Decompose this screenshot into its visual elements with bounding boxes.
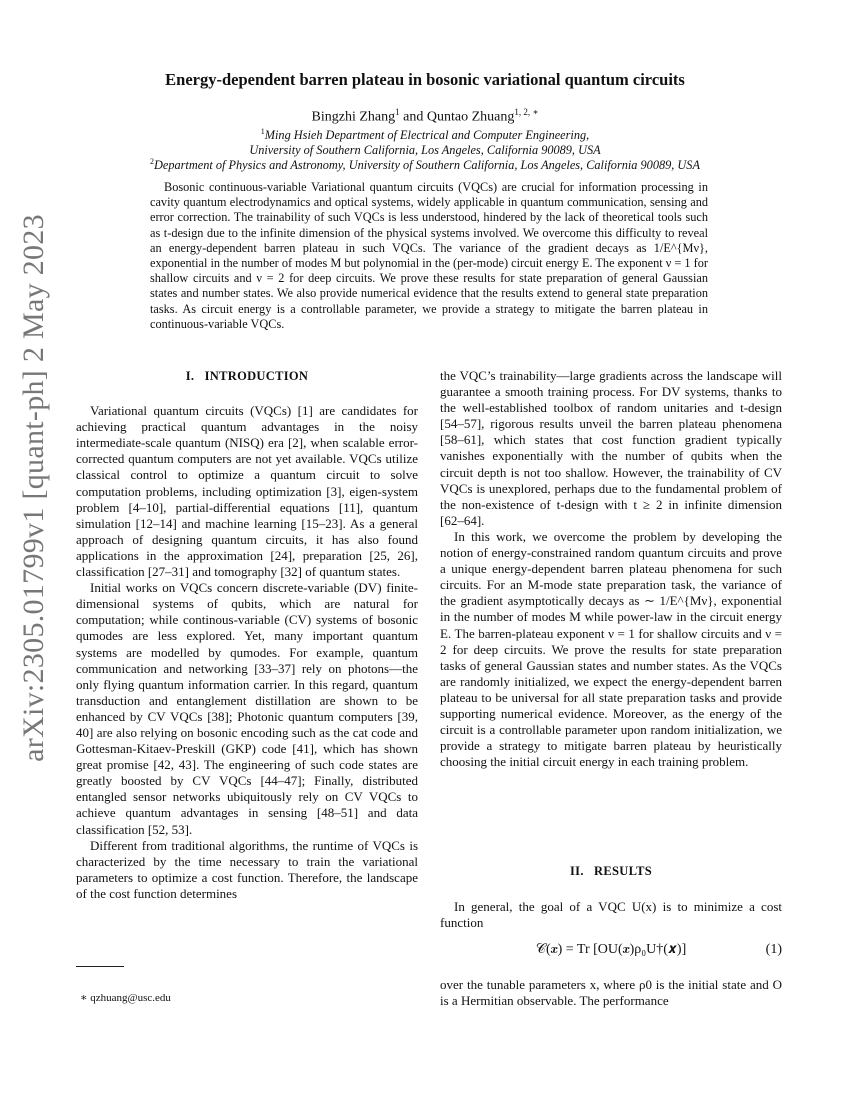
after-equation xyxy=(440,977,782,1009)
affiliation-text: Department of Physics and Astronomy, University of Southern California, Los Angeles, California 90089, USA xyxy=(154,158,700,173)
paragraph: In general, the goal of a VQC U(x) is to minimize a cost function xyxy=(440,899,782,931)
affiliation-line xyxy=(0,142,850,158)
abstract-text: Bosonic continuous-variable Variational quantum circuits (VQCs) are crucial for information processing in cavity quantum electrodynamics and optical systems, widely applicable in quantum communication, sensing and error correction. The trainability of such VQCs is less understood, hindered by the lack of theoretical tools such as t-design due to the infinite dimension of the physical systems involved. We overcome this difficulty to reveal an energy-dependent barren plateau in such VQCs. The variance of the gradient decays as 1/E^{Mν}, exponential in the number of modes M but polynomial in the (per-mode) circuit energy E. The exponent ν = 1 for shallow circuits and ν = 2 for deep circuits. We prove these results for state preparation of general Gaussian states and number states. We also provide numerical evidence that the results extend to general state preparation tasks. As circuit energy is a controllable parameter, we provide a strategy to mitigate the barren plateau in continuous-variable VQCs. xyxy=(150,180,708,331)
abstract xyxy=(150,180,708,332)
footnote-rule xyxy=(76,966,124,967)
results-section xyxy=(440,863,782,931)
affiliation-text: University of Southern California, Los Angeles, California 90089, USA xyxy=(249,143,601,158)
left-column xyxy=(76,368,418,902)
author-affiliation-mark: 1 xyxy=(395,107,400,117)
paragraph: Initial works on VQCs concern discrete-variable (DV) finite-dimensional systems of qubits, which are natural for computation; while continous-variable (CV) systems of bosonic qumodes are less explored. Yet, many important quantum systems are modelled by qumodes. For example, quantum communication and networking [33–37] rely on photons—the only flying quantum information carrier. In this regard, quantum transduction and entanglement distillation are shown to be enhanced by CV VQCs [38]; Photonic quantum computers [39, 40] are also relying on bosonic encoding such as the cat code and Gottesman-Kitaev-Preskill (GKP) code [41], which has shown great promise [42, 43]. The engineering of such code states are greatly boosted by CV VQCs [44–47]; Finally, distributed entangled sensor networks ubiquitously rely on CV VQCs to achieve quantum advantages in sensing [48–51] and data classification [52, 53]. xyxy=(76,580,418,837)
paragraph: over the tunable parameters x, where ρ0 is the initial state and O is a Hermitian observable. The performance xyxy=(440,977,782,1009)
author-list xyxy=(0,107,850,126)
author-name: Quntao Zhuang xyxy=(426,109,515,125)
equation-1 xyxy=(440,942,782,958)
arxiv-identifier-text: arXiv:2305.01799v1 [quant-ph] 2 May 2023 xyxy=(17,214,50,762)
affiliation-mark: 2 xyxy=(150,157,155,166)
equation-number: (1) xyxy=(765,942,782,957)
footnote: ∗ qzhuang@usc.edu xyxy=(80,992,171,1004)
arxiv-identifier xyxy=(14,214,54,762)
paragraph: Different from traditional algorithms, the runtime of VQCs is characterized by the time necessary to train the variational parameters to optimize a cost function. Therefore, the landscape of the cost function determines xyxy=(76,837,418,901)
paragraph: In this work, we overcome the problem by developing the notion of energy-constrained random quantum circuits and prove a unique energy-dependent barren plateau phenomena for such circuits. For an M-mode state preparation task, the variance of the gradient asymptotically decays as ∼ 1/E^{Mν}, exponential in the number of modes M while power-law in the circuit energy E. The barren-plateau exponent ν = 1 for shallow circuits and ν = 2 for deep circuits. We prove the results for state preparation tasks of general Gaussian states and number states. As the VQCs are randomly initialized, we expect the energy-dependent barren plateau to be universal for all state preparation tasks and provide supporting numerical evidence. Moreover, as the energy of the circuit is a controllable parameter upon random initialization, we provide a strategy to mitigate barren plateau by heuristically choosing the initial circuit energy in each training problem. xyxy=(440,528,782,770)
paragraph: the VQC’s trainability—large gradients across the landscape will guarantee a smooth training process. For DV systems, thanks to the well-established toolbox of random unitaries and t-design [54–57], rigorous results unveil the barren plateau phenomena [58–61], which states that cost function gradient typically vanishes exponentially with the number of qubits when the circuit depth is not too shallow. However, the trainability of CV VQCs is unexplored, perhaps due to the fundamental problem of the non-existence of t-design with t ≥ 2 in infinite dimension [62–64]. xyxy=(440,368,782,528)
section-heading: I. INTRODUCTION xyxy=(185,369,309,383)
affiliation-line xyxy=(0,127,850,143)
equation-expression: 𝒞(𝒙) = Tr [OU(𝒙)ρ₀U†(𝒙)] xyxy=(535,942,687,957)
author-name: Bingzhi Zhang xyxy=(311,109,396,125)
right-column xyxy=(440,368,782,770)
paragraph: Variational quantum circuits (VQCs) [1] are candidates for achieving practical quantum advantages in the noisy intermediate-scale quantum (NISQ) era [2], when scalable error-corrected quantum computers are not yet available. VQCs utilize classical control to optimize a quantum circuit to solve computation problems, including optimization [3], eigen-system problem [4–10], partial-differential equations [11], quantum simulation [12–14] and machine learning [15–23]. As a general approach of designing quantum circuits, it has also found applications in the approximation [24], preparation [25, 26], classification [27–31] and tomography [32] of quantum states. xyxy=(76,403,418,580)
affiliation-line xyxy=(0,157,850,173)
author-separator: and xyxy=(399,109,427,125)
paper-title: Energy-dependent barren plateau in bosonic variational quantum circuits xyxy=(165,70,685,89)
affiliation-text: Ming Hsieh Department of Electrical and Computer Engineering, xyxy=(264,128,590,143)
affiliation-mark: 1 xyxy=(260,127,265,136)
section-heading: II. RESULTS xyxy=(570,864,652,878)
author-affiliation-mark: 1, 2, ∗ xyxy=(514,107,539,117)
